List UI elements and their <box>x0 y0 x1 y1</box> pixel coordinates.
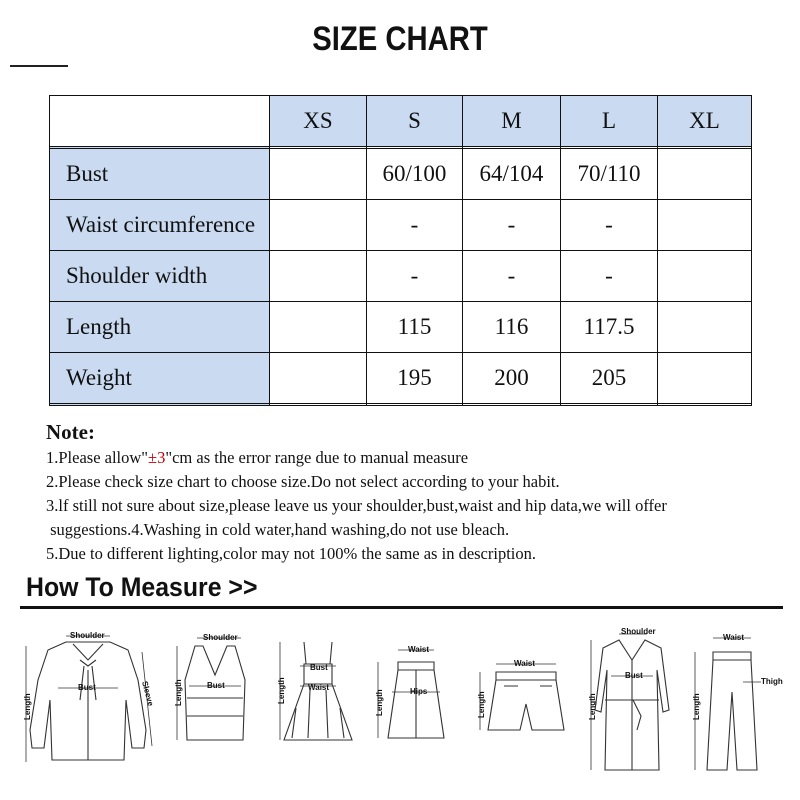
table-cell <box>658 250 752 301</box>
table-cell: - <box>367 199 463 250</box>
note-3: 3.lf still not sure about size,please leave us your shoulder,bust,waist and hip data,we will offer <box>46 496 667 515</box>
error-range-value: ±3 <box>148 448 166 467</box>
thigh-label: Thigh <box>761 677 783 686</box>
table-corner-cell <box>50 96 270 147</box>
length-label: Length <box>588 693 597 720</box>
size-header-l: L <box>561 96 658 147</box>
table-row <box>50 148 752 199</box>
table-row <box>50 199 752 250</box>
shoulder-label: Shoulder <box>203 633 238 642</box>
note-5: 5.Due to different lighting,color may not 100% the same as in description. <box>46 544 537 563</box>
table-cell <box>658 302 752 353</box>
size-header-s: S <box>367 96 463 147</box>
table-header-row <box>50 96 752 147</box>
table-cell <box>658 148 752 199</box>
table-cell <box>270 404 367 406</box>
note-1-text: 1.Please allow" <box>46 448 149 467</box>
length-label: Length <box>477 691 486 718</box>
table-cell <box>463 404 561 406</box>
table-row <box>50 250 752 301</box>
table-cell <box>561 404 658 406</box>
bust-label: Bust <box>78 683 96 692</box>
length-label: Length <box>174 679 183 706</box>
size-header-xs: XS <box>270 96 367 147</box>
trousers-icon <box>685 620 785 790</box>
length-label: Length <box>23 693 32 720</box>
row-label-shoulder: Shoulder width <box>50 250 270 301</box>
note-1 <box>46 446 786 470</box>
length-label: Length <box>277 677 286 704</box>
table-cell: 70/110 <box>561 148 658 199</box>
waist-label: Waist <box>514 659 536 668</box>
blouse-diagram <box>18 620 158 790</box>
skirt-icon <box>368 620 458 790</box>
table-cell <box>270 199 367 250</box>
table-cell <box>658 404 752 406</box>
note-2: 2.Please check size chart to choose size.Do not select according to your habit. <box>46 472 560 491</box>
waist-label: Waist <box>408 645 430 654</box>
row-label-weight: Weight <box>50 353 270 404</box>
tank-top-icon <box>165 620 260 790</box>
table-cell: 117.5 <box>561 302 658 353</box>
table-cell <box>658 353 752 404</box>
notes-section <box>46 420 786 566</box>
dress-diagram <box>270 620 360 790</box>
length-label: Length <box>375 689 384 716</box>
note-1-text-end: "cm as the error range due to manual measure <box>165 448 469 467</box>
sleeve-label: Sleeve <box>140 680 156 708</box>
table-cell <box>367 404 463 406</box>
table-cell: - <box>463 199 561 250</box>
shoulder-label: Shoulder <box>621 627 656 636</box>
bust-label: Bust <box>207 681 225 690</box>
length-label: Length <box>692 693 701 720</box>
size-header-m: M <box>463 96 561 147</box>
shorts-icon <box>470 620 580 790</box>
table-cell <box>270 148 367 199</box>
table-cell: - <box>561 199 658 250</box>
row-label-bust: Bust <box>50 148 270 199</box>
table-row <box>50 353 752 404</box>
table-cell: - <box>561 250 658 301</box>
trousers-diagram <box>685 620 785 790</box>
table-cell: 205 <box>561 353 658 404</box>
coat-diagram <box>585 620 680 790</box>
size-table <box>49 95 752 406</box>
table-cell <box>270 353 367 404</box>
note-3-continued: suggestions.4.Washing in cold water,hand washing,do not use bleach. <box>46 520 510 539</box>
how-to-measure-heading: How To Measure >> <box>26 572 258 602</box>
section-divider <box>20 606 783 609</box>
bust-label: Bust <box>625 671 643 680</box>
dress-icon <box>270 620 360 790</box>
table-cell <box>270 302 367 353</box>
table-cell: 200 <box>463 353 561 404</box>
shoulder-label: Shoulder <box>70 631 105 640</box>
waist-label: Waist <box>308 683 330 692</box>
notes-heading: Note: <box>46 420 95 444</box>
bust-label: Bust <box>310 663 328 672</box>
table-cell: - <box>463 250 561 301</box>
blouse-icon <box>18 620 158 790</box>
size-header-xl: XL <box>658 96 752 147</box>
table-row <box>50 404 752 406</box>
page-title: SIZE CHART <box>312 20 488 58</box>
table-cell <box>658 199 752 250</box>
row-label-length: Length <box>50 302 270 353</box>
row-label <box>50 404 270 406</box>
title-underline <box>10 65 68 67</box>
row-label-waist: Waist circumference <box>50 199 270 250</box>
coat-icon <box>585 620 680 790</box>
table-cell: 60/100 <box>367 148 463 199</box>
table-cell <box>270 250 367 301</box>
table-row <box>50 302 752 353</box>
table-cell: - <box>367 250 463 301</box>
hips-label: Hips <box>410 687 428 696</box>
table-cell: 115 <box>367 302 463 353</box>
table-cell: 116 <box>463 302 561 353</box>
waist-label: Waist <box>723 633 745 642</box>
table-cell: 195 <box>367 353 463 404</box>
shorts-diagram <box>470 620 580 790</box>
skirt-diagram <box>368 620 458 790</box>
tank-top-diagram <box>165 620 260 790</box>
table-cell: 64/104 <box>463 148 561 199</box>
